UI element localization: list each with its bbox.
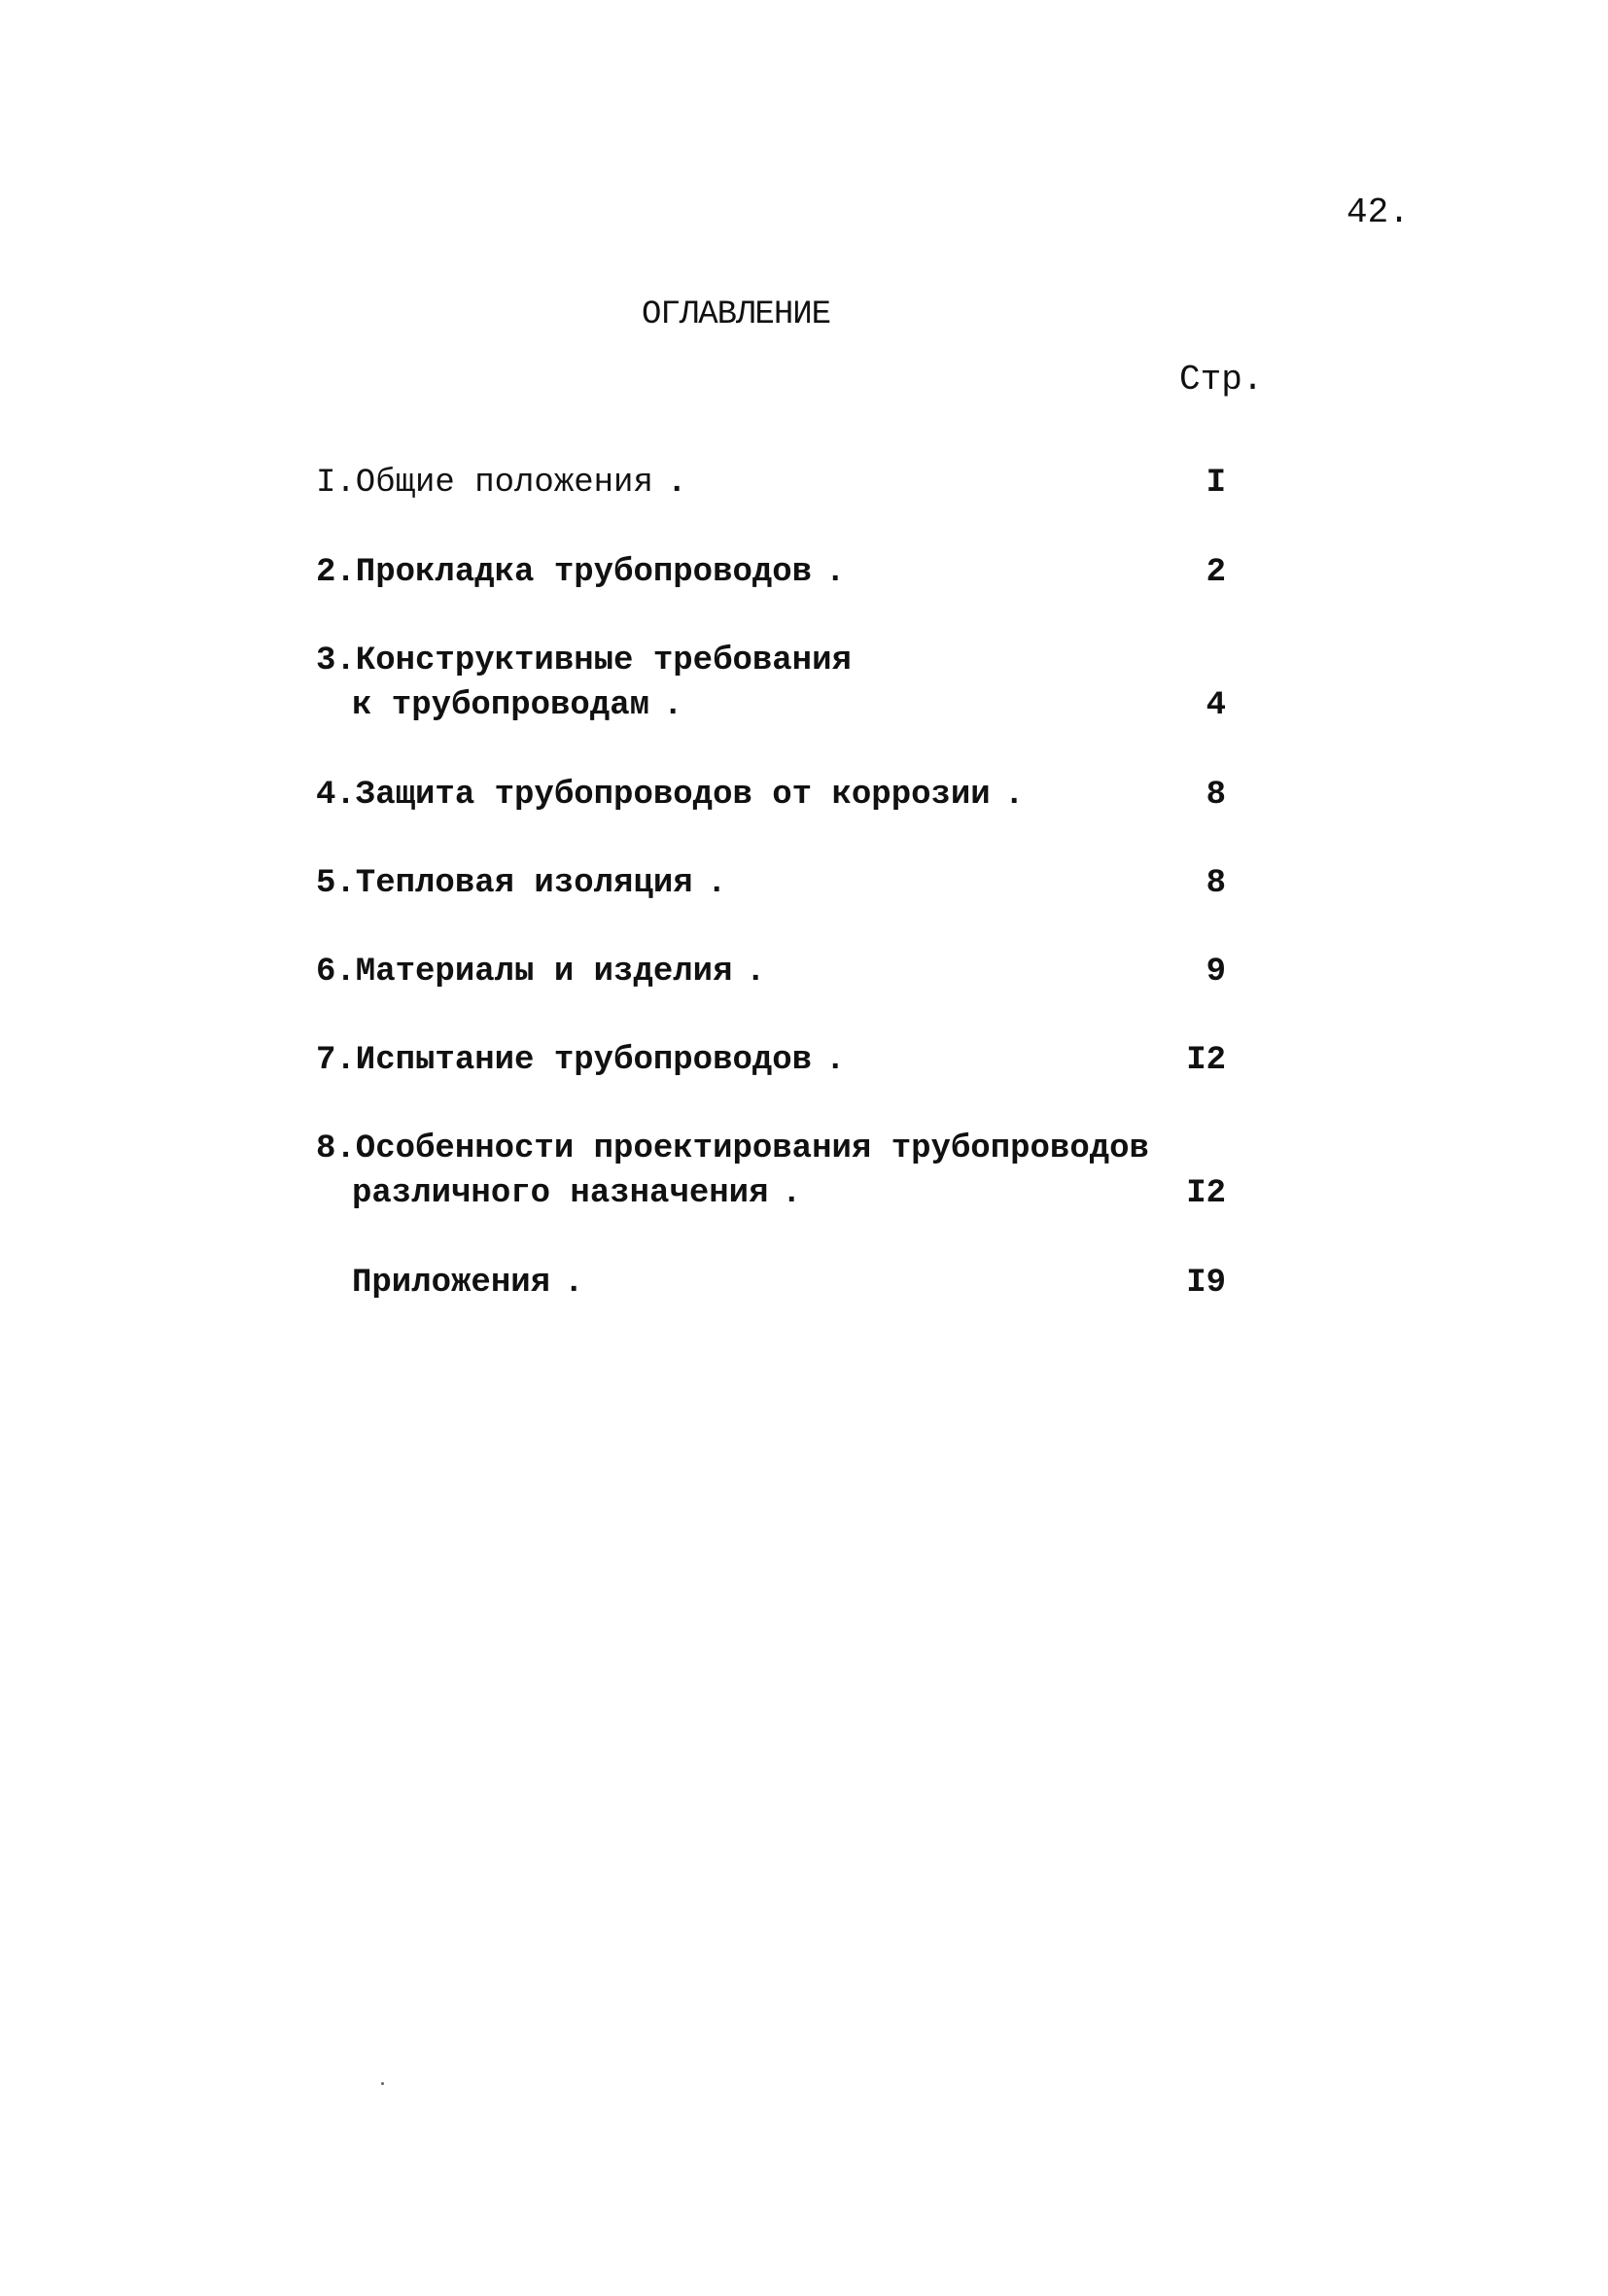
toc-entry xyxy=(316,950,1226,994)
toc-entry-title: 2.Прокладка трубопроводов xyxy=(316,554,813,591)
toc-entry-title: 3.Конструктивные требования xyxy=(316,643,852,679)
toc-entry xyxy=(316,861,1226,906)
toc-entry-page: I9 xyxy=(1186,1265,1226,1302)
toc-entry xyxy=(316,639,1226,683)
toc-entry xyxy=(316,1127,1226,1171)
toc-entry xyxy=(352,1261,1226,1305)
toc-entry-title: 5.Тепловая изоляция xyxy=(316,865,693,902)
leader-dots: . xyxy=(667,465,689,502)
leader-dots: . xyxy=(1004,777,1027,814)
leader-dots: . xyxy=(782,1175,804,1212)
toc-entry-page: I2 xyxy=(1186,1175,1226,1212)
toc-entry-title: 4.Защита трубопроводов от коррозии xyxy=(316,777,991,814)
toc-entry-title: 7.Испытание трубопроводов xyxy=(316,1042,813,1079)
toc-entry-page: I2 xyxy=(1186,1042,1226,1079)
toc-entry-title: Приложения xyxy=(352,1265,551,1302)
toc-entry xyxy=(316,550,1226,595)
leader-dots: . xyxy=(564,1265,586,1302)
toc-entry xyxy=(316,461,1226,505)
leader-dots: . xyxy=(825,1042,848,1079)
page-column-label: Стр. xyxy=(1179,360,1264,400)
toc-entry-page: 4 xyxy=(1206,687,1226,724)
toc-entry-title: 8.Особенности проектирования трубопроводов xyxy=(316,1131,1149,1167)
toc-entry-page: 9 xyxy=(1206,954,1226,991)
toc-entry-page: 8 xyxy=(1206,777,1226,814)
toc-entry-continuation xyxy=(352,683,1226,728)
leader-dots: . xyxy=(825,554,848,591)
toc-entry xyxy=(316,773,1226,818)
leader-dots: . xyxy=(663,687,685,724)
toc-entry-continuation xyxy=(352,1171,1226,1216)
toc-entry-page: I xyxy=(1206,465,1226,502)
toc-entry-title-continuation: различного назначения xyxy=(352,1175,769,1212)
toc-entry-title-continuation: к трубопроводам xyxy=(352,687,650,724)
scan-speck xyxy=(381,2082,384,2085)
toc-entry-title: 6.Материалы и изделия xyxy=(316,954,733,991)
toc-entry-title: I.Общие положения xyxy=(316,465,653,502)
toc-title: ОГЛАВЛЕНИЕ xyxy=(642,296,831,333)
leader-dots: . xyxy=(746,954,768,991)
page-number: 42. xyxy=(1346,192,1410,232)
leader-dots: . xyxy=(707,865,729,902)
toc-entry-page: 8 xyxy=(1206,865,1226,902)
toc-entry xyxy=(316,1038,1226,1083)
toc-entry-page: 2 xyxy=(1206,554,1226,591)
